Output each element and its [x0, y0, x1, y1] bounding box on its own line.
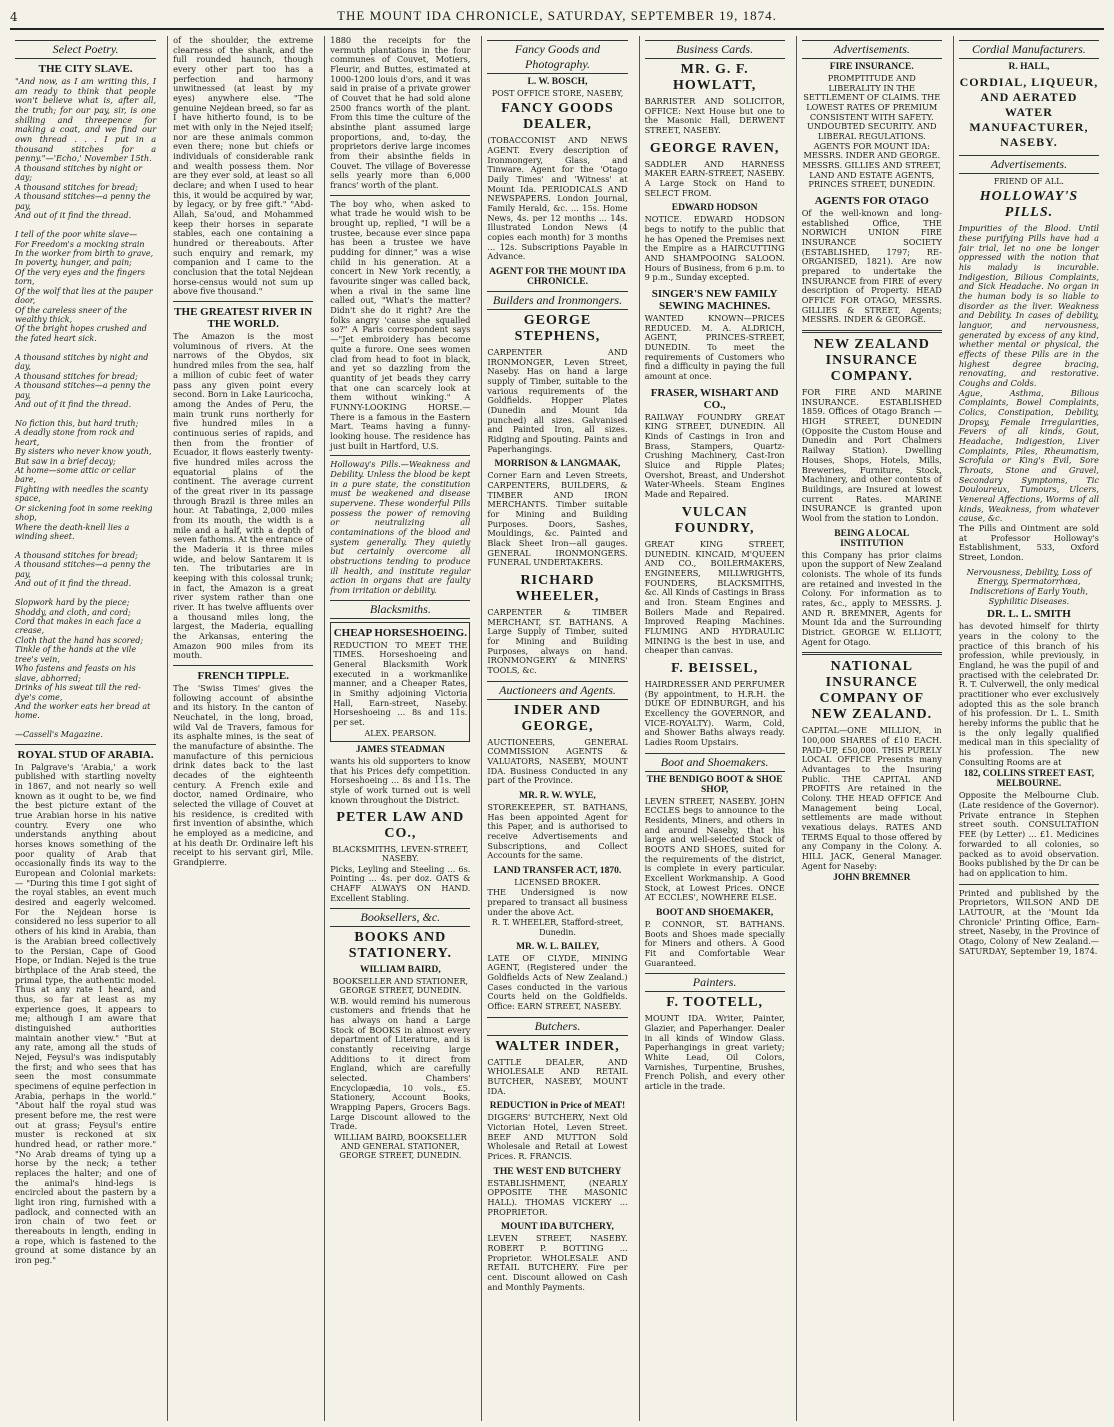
section-header: Advertisements. — [802, 40, 942, 59]
ad-wyle: MR. R. W. WYLE, STOREKEEPER, ST. BATHANS, Has been appointed Agent for this Paper, and is authorised to receive Advertisements and Subscriptions, and Collect Accounts for the same. — [487, 791, 628, 861]
columns — [10, 36, 1104, 1421]
ad-fraser-wishart: FRASER, WISHART AND CO., RAILWAY FOUNDRY GREAT KING STREET, DUNEDIN. All Kinds of Castings in Iron and Brass, Stampers, Quartz-Crushing Machinery, Cast-Iron Sluice and Ripple Plates; Overshot, Breast, and Undershot Water-Wheels. Steam Engines Made and Repaired. — [644, 386, 785, 500]
section-header: Cordial Manufacturers. — [959, 40, 1099, 59]
article-continued: 1880 the receipts for the vermuth plantations in the four communes of Couvet, Motiers, Fleurir, and Buttes, estimated at 1000-1200 louis d'ors, and it was said in praise of a private grower of Couvet that he had sold alone 2500 francs worth of the plant. From this time the culture of the absinthe plant assumed large proportions, and, to-day, the proprietors derive large incomes from their absinthe fields in Couvet. The village of Boveresse sells yearly more than 6,000 francs' worth of the plant. — [330, 36, 471, 191]
ad-wheeler: RICHARD WHEELER, CARPENTER & TIMBER MERCHANT, ST. BATHANS. A Large Supply of Timber, suited for Mining and Building Purposes, always on hand. IRONMONGERY & MINERS' TOOLS, &c. — [487, 573, 628, 676]
ad-national-insurance: NATIONAL INSURANCE COMPANY OF NEW ZEALAND. CAPITAL—ONE MILLION, in 100,000 SHARES of £10 EACH. PAID-UP, £50,000. THIS PURELY LOCAL OFFICE Presents many Advantages to the Insuring Public. THE CAPITAL AND PROFITS Are retained in the Colony. THE HEAD OFFICE And Management being Local, settlements are made without vexatious delays. RATES AND TERMS Equal to those offered by any Company in the Colony. A. HILL JACK, General Manager. Agent for Naseby: JOHN BREMNER — [801, 659, 942, 884]
holloway-notice: Holloway's Pills.—Weakness and Debility. Unless the blood be kept in a pure state, the constitution must be weakened and disease supervene. These wonderful Pills possess the power of removing or neutralizing all contaminations of the blood and system generally. They quietly but certainly overcome all obstructions tending to produce ill health, and institute regular action in organs that are faulty from irritation or debility. — [330, 459, 471, 595]
ad-new-zealand-insurance: NEW ZEALAND INSURANCE COMPANY. FOR FIRE AND MARINE INSURANCE. ESTABLISHED 1859. Offices of Otago Branch — HIGH STREET, DUNEDIN (Opposite the Custom House and Dunedin and Port Chalmers Railway Station). Dwelling Houses, Shops, Hotels, Mills, Breweries, Furniture, Stock, Machinery, and other contents of Buildings, are Insured at lowest current Rates. MARINE INSURANCE is granted upon Wool from the station to London. — [801, 337, 942, 523]
section-header: Builders and Ironmongers. — [487, 291, 627, 310]
ad-tootell: F. TOOTELL, MOUNT IDA. Writer, Painter, Glazier, and Paperhanger. Dealer in all kinds of Window Glass. Paperhangings in great variety; White Lead, Oil Colors, Varnishes, Turpentine, Brushes, French Polish, and every other article in the trade. — [644, 995, 785, 1092]
ad-steadman: JAMES STEADMAN wants his old supporters to know that his Prices defy competition. Horseshoeing ... 8s and 11s. The style of work turned out is well known throughout the District. — [330, 744, 471, 805]
ad-holloways-pills: FRIEND OF ALL. HOLLOWAY'S PILLS. Impurities of the Blood. Until these purifying Pills have had a fair trial, let no one be longer oppressed with the notion that his malady is incurable. Indigestion, Bilious Complaints, and Sick Headache. No organ in the human body is so liable to disorder as the liver. Weakness and Debility. In cases of debility, languor, and nervousness, generated by excess of any kind, whether mental or physical, the effects of these Pills are in the highest degree bracing, renovating, and restorative. Coughs and Colds. Ague, Asthma, Bilious Complaints, Bowel Complaints, Colics, Constipation, Debility, Dropsy, Female Irregularities, Fevers of all kinds, Gout, Headache, Indigestion, Liver Complaints, Piles, Rheumatism, Scrofula or King's Evil, Sore Throats, Stone and Gravel, Secondary Symptoms, Tic Douloureux, Tumours, Ulcers, Venereal Affections, Worms of all kinds, Weakness, from whatever cause, &c. The Pills and Ointment are sold at Professor Holloway's Establishment, 533, Oxford Street, London. — [958, 177, 1099, 563]
ad-singer: SINGER'S NEW FAMILY SEWING MACHINES. WANTED KNOWN—PRICES REDUCED. M. A. ALDRICH, AGENT, PRINCES-STREET, DUNEDIN. To meet the requirements of Customers who find a difficulty in paying the full amount at once. — [644, 288, 785, 382]
section-header: Painters. — [645, 973, 785, 992]
section-header: Business Cards. — [645, 40, 785, 59]
ad-peter-law: PETER LAW AND CO., BLACKSMITHS, LEVEN-STREET, NASEBY. Picks, Leyling and Steeling ... 6s. Pointing ... 4s. per doz. OATS & CHAFF ALWAYS ON HAND. Excellent Stabling. — [330, 810, 471, 903]
column-4 — [481, 36, 632, 1421]
ad-bendigo-boot: THE BENDIGO BOOT & SHOE SHOP, LEVEN STREET, NASEBY. JOHN ECCLES begs to announce to the Residents, Miners, and others in and around Naseby, that his large and well-selected Stock of BOOTS AND SHOES, suited for the requirements of the district, is complete in every particular. Excellent Workmanship. A Good Stock, at Lowest Prices. ONCE AT ECCLES', NOWHERE ELSE. — [644, 774, 785, 903]
section-header: Butchers. — [487, 1017, 627, 1036]
ad-bailey: MR. W. L. BAILEY, LATE OF CLYDE, MINING AGENT, (Registered under the Goldfields Acts of New Zealand.) Cases conducted in the various Courts held on the Goldfields. Office: EARN STREET, NASEBY. — [487, 941, 628, 1012]
column-1 — [10, 36, 161, 1421]
section-header: Booksellers, &c. — [330, 908, 470, 927]
ad-land-transfer: LAND TRANSFER ACT, 1870. LICENSED BROKER. THE Undersigned is now prepared to transact all business under the above Act. R. T. WHEELER, Stafford-street, Dunedin. — [487, 866, 628, 937]
column-5 — [639, 36, 790, 1421]
ad-connor: BOOT AND SHOEMAKER, P. CONNOR, ST. BATHANS. Boots and Shoes made specially for Miners and others. A Good Fit and Comfortable Wear Guaranteed. — [644, 907, 785, 968]
poem-text: A thousand stitches by night or day; A thousand stitches for bread; A thousand stitches—a penny the pay, And out of it find the thread. I tell of the poor white slave— For Freedom's a mocking strain In the worker from birth to grave, In poverty, hunger, and pain; Of the very eyes and the fingers torn, Of the wolf that lies at the pauper door, Of the careless sneer of the wealthy thick, Of the bright hopes crushed and the fated heart sick. A thousand stitches by night and day, A thousand stitches for bread; A thousand stitches—a penny the pay, And out of it find the thread. No fiction this, but hard truth; A deadly stone from rock and heart, By sisters who never know youth, But saw in a brief decay; At home—some attic or cellar bare, Fighting with needles the scanty space, Or sickening foot in some reeking shop, Where the death-knell lies a winding sheet. A thousand stitches for bread; A thousand stitches—a penny the pay, And out of it find the thread. Slopwork hard by the piece; Shoddy, and cloth, and cord; Cord that makes in each face a crease, Cloth that the hand has scored; Tinkle of the hands at the vile tree's vein, Who fastens and feasts on his slave, abhorred; Drinks of his sweat till the red-dye's come, And the worker eats her bread at home. —Cassell's Magazine. — [15, 164, 154, 740]
ad-inder-george: INDER AND GEORGE, AUCTIONEERS, GENERAL COMMISSION AGENTS & VALUATORS, NASEBY, MOUNT IDA. Business Conducted in any part of the Province. — [487, 702, 628, 786]
article-title: ROYAL STUD OF ARABIA. — [17, 748, 154, 761]
ad-stephens: GEORGE STEPHENS, CARPENTER AND IRONMONGER, Leven Street, Naseby. Has on hand a large supply of Timber, suitable to the various requirements of the Goldfields. Hopper Plates (Dunedin and Mount Ida punched) all sizes. Galvanised and Painted Iron, all sizes. Ridging and Spouting. Paints and Paperhangings. — [487, 312, 628, 454]
ad-morrison: MORRISON & LANGMAAK, Corner Earn and Leven Streets, CARPENTERS, BUILDERS, & TIMBER AND IRON MERCHANTS. Timber suitable for Mining and Building Purposes. Doors, Sashes, Mouldings, &c. Painted and Black Sheet Iron—all gauges. GENERAL IRONMONGERS. FUNERAL UNDERTAKERS. — [487, 459, 628, 568]
ad-mount-ida-butchery: MOUNT IDA BUTCHERY, LEVEN STREET, NASEBY. ROBERT P. BOTTING ... Proprietor. WHOLESALE AND RETAIL BUTCHERY. Fire per cent. Discount allowed on Cash and Monthly Payments. — [487, 1222, 628, 1292]
ad-howlatt: MR. G. F. HOWLATT, BARRISTER AND SOLICITOR, OFFICE: Next House but one to the Masonic Hall, DERWENT STREET, NASEBY. — [644, 62, 785, 136]
column-7 — [953, 36, 1104, 1421]
page-number: 4 — [10, 10, 18, 24]
ad-walter-inder: WALTER INDER, CATTLE DEALER, AND WHOLESALE AND RETAIL BUTCHER, NASEBY, MOUNT IDA. — [487, 1038, 628, 1096]
ad-diggers-butchery: REDUCTION in Price of MEAT! DIGGERS' BUTCHERY, Next Old Victorian Hotel, Leven Street. BEEF AND MUTTON Sold Wholesale and Retail at Lowest Prices. R. FRANCIS. — [487, 1101, 628, 1162]
article-continued: of the shoulder, the extreme clearness of the shank, and the full rounded haunch, though every other part too has a perfection and harmony unwitnessed (at least by my eyes) anywhere else. "The genuine Nejdean breed, so far as I have hitherto found, is to be met with only in the Nejed itself; nor are these animals common even there; none but chiefs or individuals of considerable rank and wealth possess them. Nor are they ever sold, at least so all declare; and when I used to hear this, it would be acquired by war, by legacy, or by free gift." "Abd-Allah, Sa'oud, and Mohammed keep their horses in separate stables, each one containing a hundred or thereabouts. After such enquiry and remark, my companion and I came to the conclusion that the total Nejdean horse-census would not sum up above five thousand." — [173, 36, 314, 297]
section-header: Boot and Shoemakers. — [645, 753, 785, 772]
ad-dr-smith: Nervousness, Debility, Loss of Energy, Spermatorrhœa, Indiscretions of Early Youth, Syphilitic Diseases. DR. L. L. SMITH has devoted himself for thirty years in the colony to the practice of this branch of his profession, while previously, in England, he was the pupil of and practised with the celebrated Dr. R. T. Culverwell, the only medical practitioner who ever exclusively adopted this as the sole branch of his profession. Dr L. L. Smith hereby informs the public that he is the only legally qualified medical man in this speciality of his profession. The new Consulting Rooms are at 182, COLLINS STREET EAST, MELBOURNE. Opposite the Melbourne Club. (Late residence of the Governor). Private entrance in Stephen street south. CONSULTATION FEE (by Letter) ... £1. Medicines forwarded to all colonies, so packed as to avoid observation. Books published by the Dr can be had on application to him. — [958, 566, 1099, 878]
imprint: Printed and published by the Proprietors, WILSON AND DE LAUTOUR, at the 'Mount Ida Chronicle' Printing Office, Earn-street, Naseby, in the Province of Otago, Colony of New Zealand.—SATURDAY, September 19, 1874. — [958, 887, 1099, 956]
poem-intro: "And now, as I am writing this, I am ready to think that people won't believe what is, after all, the truth; for our pay, sir, is one shilling and threepence for making a coat, and we find our own thread . . . I put in a thousand stitches for a penny."—'Echo,' November 15th. — [15, 76, 157, 164]
masthead — [10, 8, 1104, 30]
article-title: THE GREATEST RIVER IN THE WORLD. — [174, 306, 313, 331]
ad-fire-insurance: FIRE INSURANCE. PROMPTITUDE AND LIBERALITY IN THE SETTLEMENT OF CLAIMS. THE LOWEST RATES OF PREMIUM CONSISTENT WITH SAFETY. UNDOUBTED SECURITY. AND LIBERAL REGULATIONS. AGENTS FOR MOUNT IDA: MESSRS. INDER AND GEORGE. MESSRS. GILLIES AND STREET, LAND AND ESTATE AGENTS, PRINCES STREET, DUNEDIN. — [802, 62, 942, 190]
section-header: Fancy Goods and Photography. — [487, 40, 627, 74]
ad-baird: BOOKS AND STATIONERY. WILLIAM BAIRD, BOOKSELLER AND STATIONER, GEORGE STREET, DUNEDIN. W.B. would remind his numerous customers and friends that he has always on hand a Large Stock of BOOKS in almost every department of Literature, and is constantly receiving large Additions to it direct from England, which are carefully selected. Chambers' Encyclopædia, 10 vols., £5. Stationery, Account Books, Wrapping Papers, Grocers Bags. Large Discount allowed to the Trade. WILLIAM BAIRD, BOOKSELLER AND GENERAL STATIONER, GEORGE STREET, DUNEDIN. — [330, 930, 471, 1161]
ad-vulcan-foundry: VULCAN FOUNDRY, GREAT KING STREET, DUNEDIN. KINCAID, M'QUEEN AND CO., BOILERMAKERS, ENGINEERS, MILLWRIGHTS, FOUNDERS, BLACKSMITHS, &c. All Kinds of Castings in Brass and Iron. Steam Engines and Boilers Made and Repaired. Improved Reaping Machines. FLUMING AND HYDRAULIC MINING is the best in use, and cheaper than canvas. — [644, 504, 785, 656]
section-header: Advertisements. — [959, 155, 1099, 174]
article-text: The Amazon is the most voluminous of rivers. At the narrows of the Obydos, six hundred miles from the sea, half a million of cubic feet of water pass any given point every second. Born in Lake Lauricocha, among the Andes of Peru, the main trunk runs northerly for five hundred miles in a continuous series of rapids, and then from the frontier of Ecuador, it flows easterly twenty-five hundred miles across the equatorial plains of the continent. The average current of the great river in its passage through Brazil is three miles an hour. At Tabatinga, 2,000 miles from its mouth, the width is a mile and a half, with a depth of seven fathoms. At the entrance of the Maderia it is three miles wide, and below Santarem it is ten. The tributaries are in keeping with this colossal trunk; in fact, the Amazon is a great river system rather than one river. It has twelve affluents over a thousand miles long, the largest, the Maderia, equalling the Arkansas, entering the Amazon 900 miles from its mouth. — [173, 331, 314, 661]
ad-local-institution: BEING A LOCAL INSTITUTION this Company has prior claims upon the support of New Zealand colonists. The whole of its funds are retained and invested in the Colony. For information as to rates, &c., apply to MESSRS. J. AND R. BREMNER, Agents for Mount Ida and the Surrounding District. GEORGE W. ELLIOTT, Agent for Otago. — [801, 528, 942, 647]
masthead-title: THE MOUNT IDA CHRONICLE, SATURDAY, SEPTEMBER 19, 1874. — [337, 8, 777, 23]
ad-horseshoeing: CHEAP HORSESHOEING. REDUCTION TO MEET THE TIMES. Horseshoeing and General Blacksmith Work executed in a workmanlike manner, and a Cheaper Rates, in Smithy adjoining Victoria Hall, Earn-street, Naseby. Horseshoeing ... 8s and 11s. per set. ALEX. PEARSON. — [330, 622, 470, 742]
ad-hodson: EDWARD HODSON NOTICE. EDWARD HODSON begs to notify to the public that he has Opened the Premises next the Empire as a HAIRCUTTING AND SHAMPOOING SALOON. Hours of Business, from 6 p.m. to 9 p.m., Sunday excepted. — [644, 203, 785, 283]
ad-beissel: F. BEISSEL, HAIRDRESSER AND PERFUMER (By appointment, to H.R.H. the DUKE OF EDINBURGH, and his Excellency the GOVERNOR, and VICE-ROYALTY). Warm, Cold, and Shower Baths always ready. Ladies Room Upstairs. — [644, 660, 785, 747]
ad-raven: GEORGE RAVEN, SADDLER AND HARNESS MAKER EARN-STREET, NASEBY. A Large Stock on Hand to SELECT FROM. — [644, 140, 785, 198]
agent-notice: AGENT FOR THE MOUNT IDA CHRONICLE. — [489, 266, 626, 287]
column-2 — [167, 36, 318, 1421]
poem-title: THE CITY SLAVE. — [38, 63, 133, 75]
section-header: Blacksmiths. — [330, 600, 470, 619]
article-title: FRENCH TIPPLE. — [197, 669, 289, 682]
section-header: Select Poetry. — [15, 40, 156, 59]
miscellany-text: The boy who, when asked to what trade he would wish to be brought up, replied, "I will be a trustee, because ever since papa has been a trustee we have pudding for dinner," was a wise child in his generation. At a concert in New York recently, a favourite singer was called back, when a rival in the same line called out, "What's the matter? Didn't she do it right? Are the folks angry 'cause she squalled so?" A Paris correspondent says—"Jet embroidery has become quite a furore. One sees women clad from head to foot in black, and yet so dazzling from the quantity of jet beads they carry that one can scarcely look at them without winking." A FUNNY-LOOKING HORSE.—There is a famous in the Eastern Mart. Teams having a funny-looking house. The residence has just built in Hartford, U.S. — [330, 198, 471, 451]
ad-west-end-butchery: THE WEST END BUTCHERY ESTABLISHMENT, (NEARLY OPPOSITE THE MASONIC HALL). THOMAS VICKERY ... PROPRIETOR. — [487, 1166, 628, 1217]
ad-hall-cordial: R. HALL, CORDIAL, LIQUEUR, AND AERATED WATER MANUFACTURER, NASEBY. — [959, 62, 1099, 149]
column-6 — [796, 36, 947, 1421]
ad-bosch: L. W. BOSCH, POST OFFICE STORE, NASEBY, FANCY GOODS DEALER, (TOBACCONIST AND NEWS AGENT. Every description of Ironmongery, Glass, and Tinware. Agent for the 'Otago Daily Times' and 'Witness' at Mount Ida. PERIODICALS AND NEWSPAPERS. London Journal, Family Herald, &c. ... 15s. Home News, 4s. per 12 months ... 14s. Illustrated London News (4 copies each month) for 3 months ... 12s. Subscriptions Payable in Advance. — [487, 77, 628, 262]
column-3 — [324, 36, 475, 1421]
section-header: Auctioneers and Agents. — [487, 681, 627, 700]
article-text: In Palgrave's 'Arabia,' a work published with startling novelty in 1867, and not nearly so well known as it ought to be, we find the best picture extant of the true Arabian horse in his native country. Every one who understands anything about horses knows something of the poor quality of Arab that occasionally finds its way to the European and Colonial markets:— "During this time I got sight of the royal stables, an event much desired and eagerly welcomed. For the Nejdean horse is considered no less superior to all others of his kind in Arabia, than is the Arabian breed collectively to the Persian, Cape of Good Hope, or Indian. Nejed is the true birthplace of the Arab steed, the primal type, the authentic model. Thus at any rate I heard, and thus, so far at least as my experience goes, it appears to me; although I am aware that distinguished authorities maintain another view." "But at any rate, among all the studs of Nejed, Feysul's was indisputably the first; and who sees that has seen the most consummate specimens of equine perfection in Arabia, perhaps in the world." "About half the royal stud was present before me, the rest were out at grass; Feysul's entire muster is reckoned at six hundred head, or rather more." "No Arab dreams of tying up a horse by the neck; a tether replaces the halter; and one of the animal's hind-legs is encircled about the pastern by a light iron ring, furnished with a padlock, and connected with an iron chain of two feet or thereabouts in length, ending in a rope, which is fastened to the ground at some distance by an iron peg." — [15, 761, 157, 1265]
ad-norwich-union: AGENTS FOR OTAGO Of the well-known and long-established Office, THE NORWICH UNION FIRE INSURANCE SOCIETY (ESTABLISHED, 1797; RE-ORGANISED, 1821). Are now prepared to undertake the INSURANCE from FIRE of every description of Property. HEAD OFFICE FOR OTAGO, MESSRS. GILLIES & STREET, Agents; MESSRS. INDER & GEORGE. — [801, 195, 942, 325]
article-text: The 'Swiss Times' gives the following account of absinthe and its history. In the canton of Neuchatel, in the long, broad, wild Val de Travers, famous for its asphalte mines, is the seat of the manufacture of absinthe. The manufacture of this pernicious drink dates back to the last decades of the eighteenth century. A French exile and doctor, named Ordinaire, who selected the village of Couvet at his residence, is credited with first invention of absinthe, which he employed as a medicine, and at his death Dr. Ordinaire left his receipt to his servant girl, Mlle. Grandpierre. — [173, 682, 314, 868]
